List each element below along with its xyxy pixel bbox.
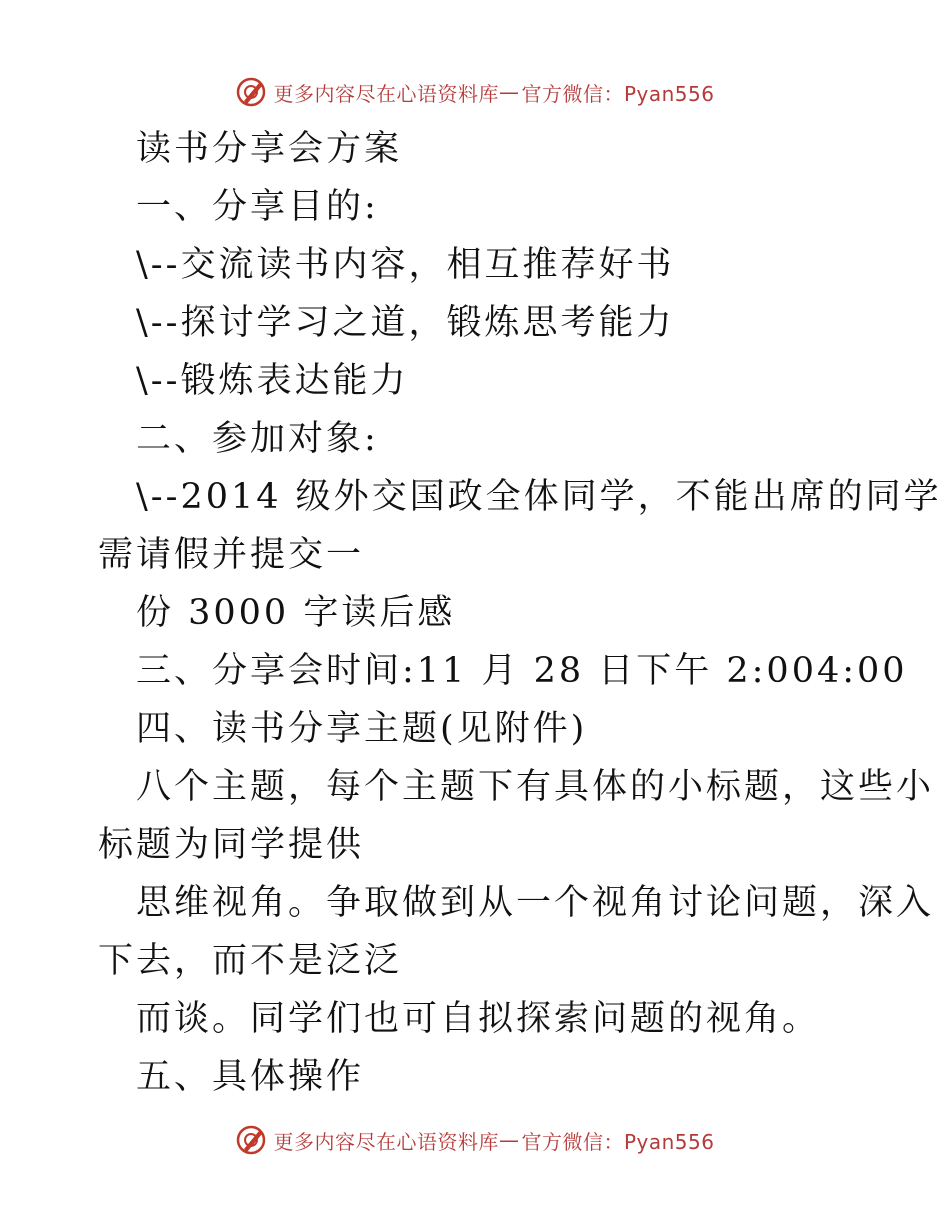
paragraph-line: 下去，而不是泛泛 (98, 941, 403, 981)
footer-banner (0, 1120, 950, 1160)
paragraph-line: 思维视角。争取做到从一个视角讨论问题，深入 (136, 883, 935, 923)
document-title: 读书分享会方案 (136, 129, 403, 169)
section-2-line: 份 3000 字读后感 (136, 593, 456, 633)
section-1-item: \--探讨学习之道，锻炼思考能力 (136, 303, 675, 343)
header-banner (0, 72, 950, 112)
paragraph-line: 八个主题，每个主题下有具体的小标题，这些小 (136, 767, 935, 807)
banner-text: 更多内容尽在心语资料库 (273, 81, 499, 106)
banner-separator: — (498, 1128, 520, 1152)
banner-text: 更多内容尽在心语资料库 (273, 1129, 499, 1154)
section-2-line: \--2014 级外交国政全体同学，不能出席的同学 (136, 477, 942, 517)
document-body (98, 120, 942, 1106)
pen-circle-logo-icon (235, 1124, 267, 1156)
section-1-heading: 一、分享目的: (136, 187, 379, 227)
banner-separator: — (498, 80, 520, 104)
section-3-heading: 三、分享会时间:11 月 28 日下午 2:004:00 (136, 651, 908, 691)
paragraph-line: 而谈。同学们也可自拟探索问题的视角。 (136, 999, 821, 1039)
banner-wechat: 官方微信：Pyan556 (521, 81, 715, 106)
section-2-heading: 二、参加对象: (136, 419, 379, 459)
banner-wechat: 官方微信：Pyan556 (521, 1129, 715, 1154)
section-1-item: \--锻炼表达能力 (136, 361, 409, 401)
pen-circle-logo-icon (235, 76, 267, 108)
section-1-item: \--交流读书内容，相互推荐好书 (136, 245, 675, 285)
section-2-line: 需请假并提交一 (98, 535, 365, 575)
section-4-heading: 四、读书分享主题(见附件) (136, 709, 588, 749)
paragraph-line: 标题为同学提供 (98, 825, 365, 865)
section-5-heading: 五、具体操作 (136, 1057, 365, 1097)
